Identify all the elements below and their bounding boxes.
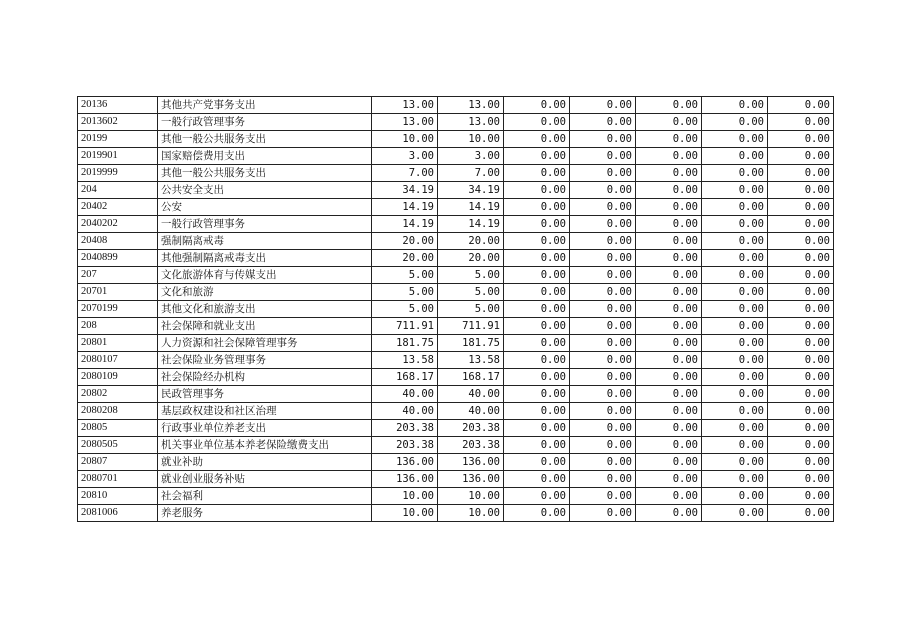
amount-cell: 0.00 xyxy=(702,369,768,386)
amount-cell: 0.00 xyxy=(570,352,636,369)
amount-cell: 14.19 xyxy=(438,199,504,216)
amount-cell: 0.00 xyxy=(504,250,570,267)
table-row xyxy=(78,216,834,233)
amount-cell: 0.00 xyxy=(504,352,570,369)
amount-cell: 0.00 xyxy=(768,369,834,386)
amount-cell: 0.00 xyxy=(570,131,636,148)
amount-cell: 0.00 xyxy=(702,505,768,522)
amount-cell: 0.00 xyxy=(570,403,636,420)
amount-cell: 0.00 xyxy=(702,284,768,301)
amount-cell: 5.00 xyxy=(372,284,438,301)
amount-cell: 0.00 xyxy=(636,267,702,284)
amount-cell: 0.00 xyxy=(504,97,570,114)
amount-cell: 0.00 xyxy=(702,131,768,148)
table-row xyxy=(78,114,834,131)
amount-cell: 203.38 xyxy=(372,420,438,437)
amount-cell: 0.00 xyxy=(702,148,768,165)
amount-cell: 20.00 xyxy=(372,250,438,267)
amount-cell: 5.00 xyxy=(372,301,438,318)
amount-cell: 0.00 xyxy=(570,148,636,165)
subject-code-cell: 2019999 xyxy=(78,165,158,182)
amount-cell: 0.00 xyxy=(504,437,570,454)
subject-name-cell: 其他一般公共服务支出 xyxy=(158,165,372,182)
subject-code-cell: 2080107 xyxy=(78,352,158,369)
subject-name-cell: 社会福利 xyxy=(158,488,372,505)
amount-cell: 0.00 xyxy=(768,454,834,471)
amount-cell: 0.00 xyxy=(636,301,702,318)
amount-cell: 0.00 xyxy=(504,369,570,386)
amount-cell: 20.00 xyxy=(438,233,504,250)
subject-code-cell: 208 xyxy=(78,318,158,335)
subject-name-cell: 文化旅游体育与传媒支出 xyxy=(158,267,372,284)
amount-cell: 40.00 xyxy=(438,403,504,420)
table-row xyxy=(78,199,834,216)
amount-cell: 20.00 xyxy=(372,233,438,250)
amount-cell: 0.00 xyxy=(570,505,636,522)
amount-cell: 0.00 xyxy=(504,165,570,182)
amount-cell: 0.00 xyxy=(768,97,834,114)
table-row xyxy=(78,420,834,437)
amount-cell: 0.00 xyxy=(504,301,570,318)
subject-name-cell: 就业补助 xyxy=(158,454,372,471)
table-row xyxy=(78,97,834,114)
subject-code-cell: 20807 xyxy=(78,454,158,471)
amount-cell: 0.00 xyxy=(504,420,570,437)
table-row xyxy=(78,284,834,301)
amount-cell: 168.17 xyxy=(438,369,504,386)
amount-cell: 34.19 xyxy=(372,182,438,199)
amount-cell: 0.00 xyxy=(570,386,636,403)
amount-cell: 0.00 xyxy=(702,318,768,335)
table-row xyxy=(78,318,834,335)
subject-name-cell: 人力资源和社会保障管理事务 xyxy=(158,335,372,352)
amount-cell: 0.00 xyxy=(768,182,834,199)
amount-cell: 10.00 xyxy=(372,131,438,148)
subject-code-cell: 2040899 xyxy=(78,250,158,267)
amount-cell: 0.00 xyxy=(702,165,768,182)
amount-cell: 0.00 xyxy=(702,97,768,114)
subject-name-cell: 其他一般公共服务支出 xyxy=(158,131,372,148)
amount-cell: 0.00 xyxy=(504,233,570,250)
table-row xyxy=(78,165,834,182)
amount-cell: 0.00 xyxy=(504,131,570,148)
table-row xyxy=(78,233,834,250)
table-row xyxy=(78,335,834,352)
subject-code-cell: 2013602 xyxy=(78,114,158,131)
subject-code-cell: 20402 xyxy=(78,199,158,216)
subject-name-cell: 公共安全支出 xyxy=(158,182,372,199)
amount-cell: 0.00 xyxy=(702,420,768,437)
table-row xyxy=(78,386,834,403)
amount-cell: 181.75 xyxy=(438,335,504,352)
amount-cell: 0.00 xyxy=(636,199,702,216)
amount-cell: 7.00 xyxy=(372,165,438,182)
amount-cell: 0.00 xyxy=(570,182,636,199)
subject-code-cell: 207 xyxy=(78,267,158,284)
amount-cell: 0.00 xyxy=(570,233,636,250)
amount-cell: 0.00 xyxy=(768,318,834,335)
amount-cell: 14.19 xyxy=(372,216,438,233)
amount-cell: 5.00 xyxy=(438,267,504,284)
amount-cell: 13.58 xyxy=(438,352,504,369)
amount-cell: 0.00 xyxy=(570,97,636,114)
amount-cell: 0.00 xyxy=(504,182,570,199)
amount-cell: 7.00 xyxy=(438,165,504,182)
amount-cell: 0.00 xyxy=(702,233,768,250)
budget-expenditure-table xyxy=(77,96,834,522)
table-row xyxy=(78,403,834,420)
amount-cell: 0.00 xyxy=(636,335,702,352)
amount-cell: 13.00 xyxy=(438,97,504,114)
amount-cell: 0.00 xyxy=(504,284,570,301)
subject-name-cell: 其他强制隔离戒毒支出 xyxy=(158,250,372,267)
amount-cell: 0.00 xyxy=(702,216,768,233)
amount-cell: 0.00 xyxy=(702,267,768,284)
amount-cell: 0.00 xyxy=(768,148,834,165)
amount-cell: 0.00 xyxy=(636,233,702,250)
amount-cell: 0.00 xyxy=(702,386,768,403)
amount-cell: 0.00 xyxy=(636,318,702,335)
amount-cell: 40.00 xyxy=(372,386,438,403)
amount-cell: 0.00 xyxy=(636,437,702,454)
amount-cell: 0.00 xyxy=(570,267,636,284)
subject-code-cell: 2080701 xyxy=(78,471,158,488)
table-row xyxy=(78,267,834,284)
amount-cell: 0.00 xyxy=(768,284,834,301)
amount-cell: 0.00 xyxy=(504,216,570,233)
amount-cell: 0.00 xyxy=(768,386,834,403)
table-row xyxy=(78,131,834,148)
amount-cell: 0.00 xyxy=(570,165,636,182)
amount-cell: 136.00 xyxy=(372,471,438,488)
amount-cell: 10.00 xyxy=(438,131,504,148)
amount-cell: 0.00 xyxy=(702,352,768,369)
amount-cell: 0.00 xyxy=(636,148,702,165)
amount-cell: 0.00 xyxy=(702,182,768,199)
amount-cell: 0.00 xyxy=(768,505,834,522)
amount-cell: 0.00 xyxy=(702,471,768,488)
amount-cell: 711.91 xyxy=(372,318,438,335)
subject-name-cell: 一般行政管理事务 xyxy=(158,216,372,233)
amount-cell: 0.00 xyxy=(570,437,636,454)
table-row xyxy=(78,488,834,505)
amount-cell: 0.00 xyxy=(570,199,636,216)
amount-cell: 0.00 xyxy=(504,471,570,488)
subject-name-cell: 机关事业单位基本养老保险缴费支出 xyxy=(158,437,372,454)
amount-cell: 0.00 xyxy=(702,454,768,471)
subject-code-cell: 2080109 xyxy=(78,369,158,386)
amount-cell: 0.00 xyxy=(768,471,834,488)
subject-name-cell: 民政管理事务 xyxy=(158,386,372,403)
subject-code-cell: 2080505 xyxy=(78,437,158,454)
amount-cell: 136.00 xyxy=(438,454,504,471)
amount-cell: 0.00 xyxy=(570,318,636,335)
amount-cell: 0.00 xyxy=(636,114,702,131)
subject-name-cell: 基层政权建设和社区治理 xyxy=(158,403,372,420)
amount-cell: 0.00 xyxy=(768,403,834,420)
amount-cell: 0.00 xyxy=(570,420,636,437)
amount-cell: 0.00 xyxy=(504,386,570,403)
amount-cell: 0.00 xyxy=(768,114,834,131)
table-row xyxy=(78,369,834,386)
table-row xyxy=(78,182,834,199)
amount-cell: 34.19 xyxy=(438,182,504,199)
subject-name-cell: 养老服务 xyxy=(158,505,372,522)
amount-cell: 0.00 xyxy=(636,403,702,420)
subject-code-cell: 20805 xyxy=(78,420,158,437)
amount-cell: 0.00 xyxy=(570,369,636,386)
amount-cell: 40.00 xyxy=(372,403,438,420)
amount-cell: 5.00 xyxy=(372,267,438,284)
subject-code-cell: 204 xyxy=(78,182,158,199)
amount-cell: 14.19 xyxy=(438,216,504,233)
amount-cell: 0.00 xyxy=(702,403,768,420)
subject-name-cell: 文化和旅游 xyxy=(158,284,372,301)
amount-cell: 136.00 xyxy=(372,454,438,471)
amount-cell: 711.91 xyxy=(438,318,504,335)
amount-cell: 0.00 xyxy=(504,488,570,505)
amount-cell: 0.00 xyxy=(636,97,702,114)
table-row xyxy=(78,250,834,267)
amount-cell: 0.00 xyxy=(768,267,834,284)
subject-code-cell: 20136 xyxy=(78,97,158,114)
amount-cell: 0.00 xyxy=(702,437,768,454)
subject-code-cell: 20802 xyxy=(78,386,158,403)
amount-cell: 0.00 xyxy=(636,352,702,369)
subject-name-cell: 社会保障和就业支出 xyxy=(158,318,372,335)
amount-cell: 181.75 xyxy=(372,335,438,352)
amount-cell: 0.00 xyxy=(504,318,570,335)
amount-cell: 0.00 xyxy=(504,148,570,165)
subject-name-cell: 就业创业服务补贴 xyxy=(158,471,372,488)
subject-name-cell: 行政事业单位养老支出 xyxy=(158,420,372,437)
subject-code-cell: 2019901 xyxy=(78,148,158,165)
amount-cell: 10.00 xyxy=(438,488,504,505)
amount-cell: 0.00 xyxy=(702,250,768,267)
amount-cell: 0.00 xyxy=(768,131,834,148)
amount-cell: 0.00 xyxy=(570,488,636,505)
amount-cell: 203.38 xyxy=(372,437,438,454)
subject-name-cell: 其他文化和旅游支出 xyxy=(158,301,372,318)
subject-code-cell: 2070199 xyxy=(78,301,158,318)
amount-cell: 40.00 xyxy=(438,386,504,403)
amount-cell: 0.00 xyxy=(636,471,702,488)
amount-cell: 0.00 xyxy=(636,454,702,471)
amount-cell: 0.00 xyxy=(702,488,768,505)
amount-cell: 0.00 xyxy=(570,250,636,267)
table-body xyxy=(78,97,834,522)
amount-cell: 13.00 xyxy=(372,97,438,114)
table-row xyxy=(78,301,834,318)
subject-name-cell: 一般行政管理事务 xyxy=(158,114,372,131)
amount-cell: 0.00 xyxy=(768,165,834,182)
amount-cell: 20.00 xyxy=(438,250,504,267)
amount-cell: 0.00 xyxy=(504,267,570,284)
amount-cell: 13.00 xyxy=(438,114,504,131)
amount-cell: 0.00 xyxy=(702,335,768,352)
amount-cell: 0.00 xyxy=(570,335,636,352)
subject-code-cell: 2080208 xyxy=(78,403,158,420)
subject-name-cell: 国家赔偿费用支出 xyxy=(158,148,372,165)
amount-cell: 0.00 xyxy=(570,471,636,488)
amount-cell: 0.00 xyxy=(636,488,702,505)
amount-cell: 0.00 xyxy=(504,114,570,131)
amount-cell: 0.00 xyxy=(768,488,834,505)
subject-name-cell: 公安 xyxy=(158,199,372,216)
amount-cell: 13.00 xyxy=(372,114,438,131)
subject-code-cell: 2081006 xyxy=(78,505,158,522)
amount-cell: 0.00 xyxy=(636,250,702,267)
amount-cell: 0.00 xyxy=(768,335,834,352)
table-row xyxy=(78,505,834,522)
table-row xyxy=(78,148,834,165)
amount-cell: 10.00 xyxy=(372,488,438,505)
table-row xyxy=(78,352,834,369)
amount-cell: 0.00 xyxy=(570,284,636,301)
amount-cell: 168.17 xyxy=(372,369,438,386)
amount-cell: 203.38 xyxy=(438,437,504,454)
subject-name-cell: 强制隔离戒毒 xyxy=(158,233,372,250)
amount-cell: 10.00 xyxy=(438,505,504,522)
subject-name-cell: 社会保险业务管理事务 xyxy=(158,352,372,369)
amount-cell: 5.00 xyxy=(438,284,504,301)
amount-cell: 0.00 xyxy=(636,182,702,199)
amount-cell: 0.00 xyxy=(636,216,702,233)
subject-code-cell: 2040202 xyxy=(78,216,158,233)
amount-cell: 0.00 xyxy=(636,284,702,301)
amount-cell: 0.00 xyxy=(768,233,834,250)
subject-name-cell: 社会保险经办机构 xyxy=(158,369,372,386)
table-row xyxy=(78,471,834,488)
amount-cell: 13.58 xyxy=(372,352,438,369)
amount-cell: 0.00 xyxy=(768,437,834,454)
amount-cell: 10.00 xyxy=(372,505,438,522)
amount-cell: 0.00 xyxy=(504,454,570,471)
amount-cell: 0.00 xyxy=(702,199,768,216)
subject-code-cell: 20408 xyxy=(78,233,158,250)
amount-cell: 0.00 xyxy=(768,216,834,233)
amount-cell: 0.00 xyxy=(768,250,834,267)
amount-cell: 5.00 xyxy=(438,301,504,318)
amount-cell: 0.00 xyxy=(636,131,702,148)
subject-code-cell: 20701 xyxy=(78,284,158,301)
amount-cell: 0.00 xyxy=(768,301,834,318)
amount-cell: 0.00 xyxy=(504,505,570,522)
amount-cell: 0.00 xyxy=(636,420,702,437)
amount-cell: 14.19 xyxy=(372,199,438,216)
amount-cell: 0.00 xyxy=(636,386,702,403)
amount-cell: 0.00 xyxy=(636,369,702,386)
amount-cell: 136.00 xyxy=(438,471,504,488)
subject-name-cell: 其他共产党事务支出 xyxy=(158,97,372,114)
amount-cell: 0.00 xyxy=(504,335,570,352)
amount-cell: 0.00 xyxy=(768,420,834,437)
amount-cell: 3.00 xyxy=(438,148,504,165)
amount-cell: 0.00 xyxy=(504,403,570,420)
subject-code-cell: 20810 xyxy=(78,488,158,505)
subject-code-cell: 20801 xyxy=(78,335,158,352)
amount-cell: 0.00 xyxy=(768,352,834,369)
amount-cell: 3.00 xyxy=(372,148,438,165)
amount-cell: 0.00 xyxy=(570,301,636,318)
subject-code-cell: 20199 xyxy=(78,131,158,148)
amount-cell: 0.00 xyxy=(702,114,768,131)
table-row xyxy=(78,437,834,454)
amount-cell: 0.00 xyxy=(570,216,636,233)
amount-cell: 0.00 xyxy=(570,454,636,471)
amount-cell: 0.00 xyxy=(768,199,834,216)
table-row xyxy=(78,454,834,471)
amount-cell: 0.00 xyxy=(636,505,702,522)
amount-cell: 203.38 xyxy=(438,420,504,437)
amount-cell: 0.00 xyxy=(636,165,702,182)
amount-cell: 0.00 xyxy=(570,114,636,131)
amount-cell: 0.00 xyxy=(504,199,570,216)
amount-cell: 0.00 xyxy=(702,301,768,318)
